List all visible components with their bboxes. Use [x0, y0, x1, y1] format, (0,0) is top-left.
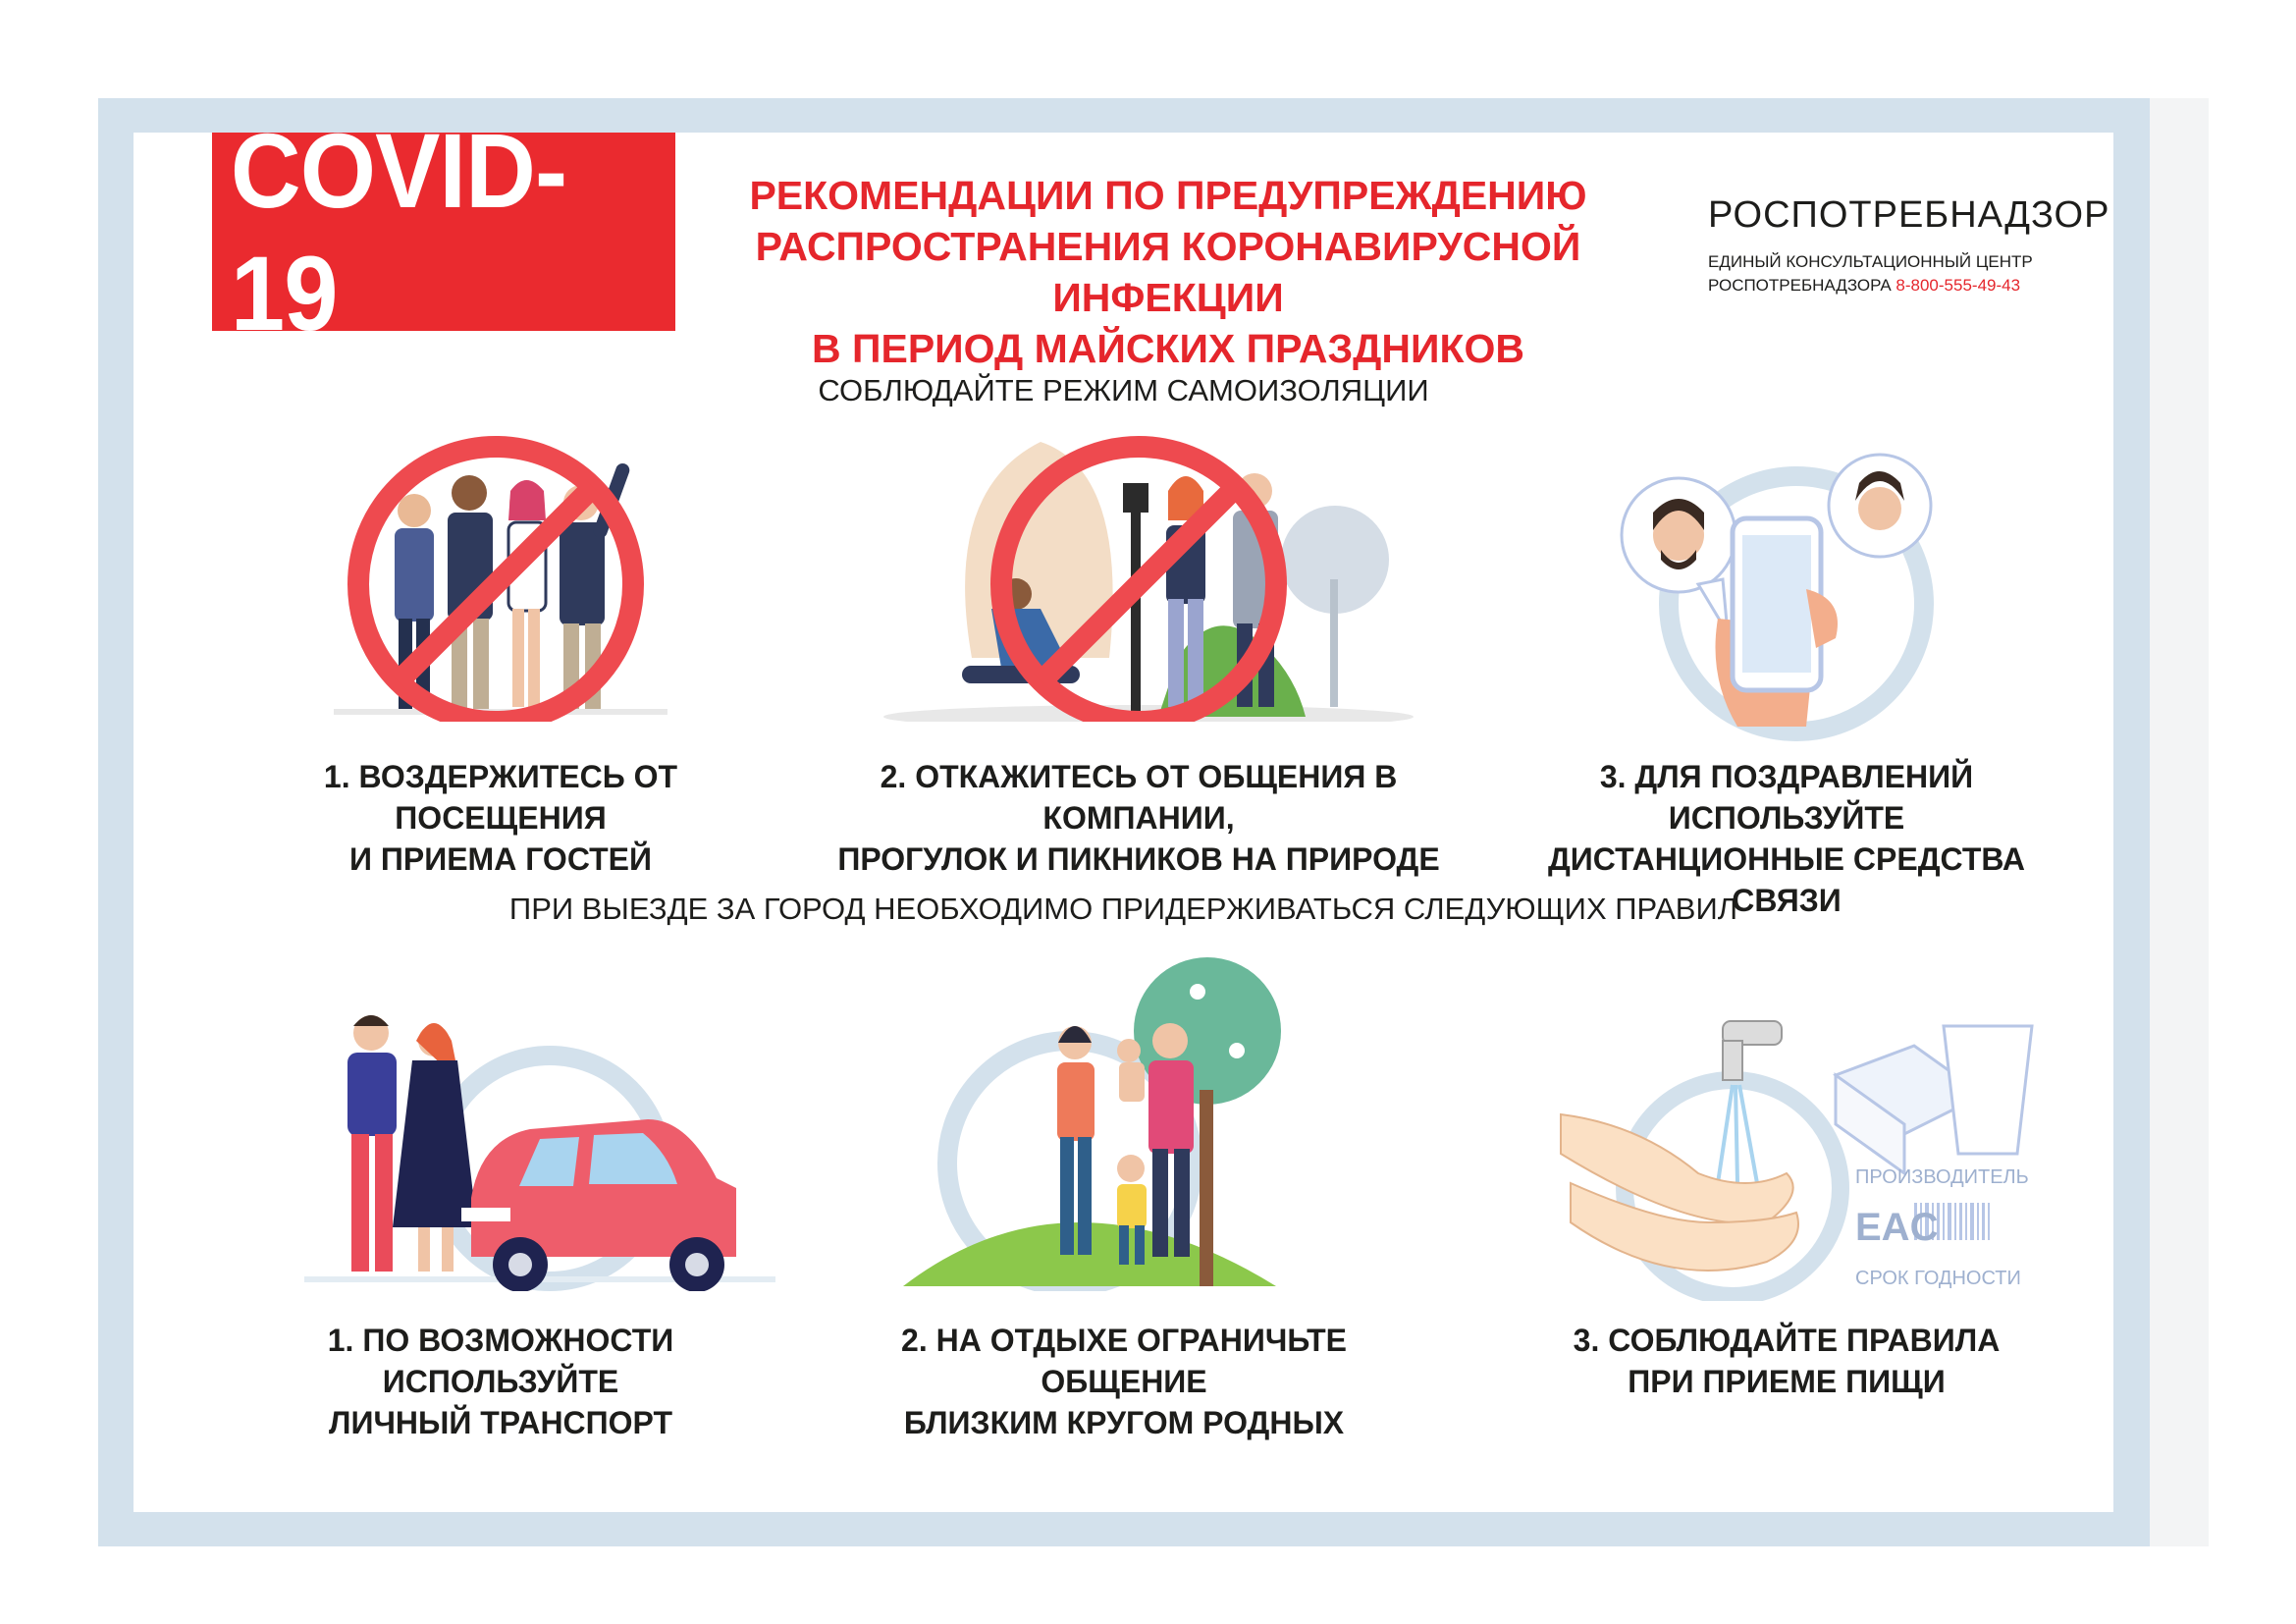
- family-icon: [903, 952, 1325, 1291]
- rule-2-line-2: ПРОГУЛОК И ПИКНИКОВ НА ПРИРОДЕ: [837, 841, 1440, 877]
- rule-2-line-1: 2. ОТКАЖИТЕСЬ ОТ ОБЩЕНИЯ В КОМПАНИИ,: [880, 759, 1398, 836]
- package-producer-text: ПРОИЗВОДИТЕЛЬ: [1855, 1166, 2029, 1188]
- phone-call-icon: [1610, 442, 1944, 741]
- rule-6-caption: [1541, 1320, 2032, 1402]
- section-2-title: ПРИ ВЫЕЗДЕ ЗА ГОРОД НЕОБХОДИМО ПРИДЕРЖИВАТЬСЯ СЛЕДУЮЩИХ ПРАВИЛ: [508, 892, 1738, 926]
- rule-2-caption: [805, 756, 1472, 880]
- rule-1-line-2: И ПРИЕМА ГОСТЕЙ: [348, 841, 653, 877]
- rule-5-line-1: 2. НА ОТДЫХЕ ОГРАНИЧЬТЕ ОБЩЕНИЕ: [901, 1323, 1347, 1399]
- rule-1-caption: [226, 756, 775, 880]
- agency-center-name: РОСПОТРЕБНАДЗОРА: [1708, 276, 1892, 295]
- covid-badge: [212, 111, 675, 352]
- rule-6-line-2: ПРИ ПРИЕМЕ ПИЩИ: [1628, 1364, 1946, 1399]
- hand-washing-icon: [1551, 1006, 2061, 1301]
- agency-phone: 8-800-555-49-43: [1896, 276, 2021, 295]
- eac-mark: EAC: [1855, 1206, 1939, 1249]
- no-guests-icon: [334, 432, 667, 722]
- covid-label: COVID-19: [230, 111, 567, 352]
- agency-block: [1708, 194, 2110, 298]
- headline: [717, 170, 1620, 374]
- frame-shadow: [2150, 98, 2209, 1546]
- agency-name: РОСПОТРЕБНАДЗОР: [1708, 194, 2110, 236]
- rule-5-line-2: БЛИЗКИМ КРУГОМ РОДНЫХ: [903, 1405, 1345, 1440]
- car-icon: [304, 1011, 775, 1291]
- no-picnic-icon: [874, 432, 1423, 722]
- section-1-title: СОБЛЮДАЙТЕ РЕЖИМ САМОИЗОЛЯЦИИ: [818, 373, 1429, 407]
- rule-1-line-1: 1. ВОЗДЕРЖИТЕСЬ ОТ ПОСЕЩЕНИЯ: [323, 759, 678, 836]
- headline-line-2: РАСПРОСТРАНЕНИЯ КОРОНАВИРУСНОЙ ИНФЕКЦИИ: [755, 224, 1581, 320]
- rule-3-line-2: ДИСТАНЦИОННЫЕ СРЕДСТВА СВЯЗИ: [1548, 841, 2025, 918]
- rule-6-line-1: 3. СОБЛЮДАЙТЕ ПРАВИЛА: [1573, 1323, 2001, 1358]
- rule-5-caption: [825, 1320, 1423, 1443]
- rule-4-line-1: 1. ПО ВОЗМОЖНОСТИ ИСПОЛЬЗУЙТЕ: [327, 1323, 674, 1399]
- package-expiry-text: СРОК ГОДНОСТИ: [1855, 1268, 2021, 1289]
- rule-4-caption: [226, 1320, 775, 1443]
- headline-line-3: В ПЕРИОД МАЙСКИХ ПРАЗДНИКОВ: [812, 326, 1524, 371]
- rule-4-line-2: ЛИЧНЫЙ ТРАНСПОРТ: [328, 1405, 673, 1440]
- agency-center-line-2: [1708, 274, 2061, 298]
- agency-center-line-1: ЕДИНЫЙ КОНСУЛЬТАЦИОННЫЙ ЦЕНТР: [1708, 252, 2033, 271]
- headline-line-1: РЕКОМЕНДАЦИИ ПО ПРЕДУПРЕЖДЕНИЮ: [749, 173, 1587, 218]
- rule-3-line-1: 3. ДЛЯ ПОЗДРАВЛЕНИЙ ИСПОЛЬЗУЙТЕ: [1599, 759, 1974, 836]
